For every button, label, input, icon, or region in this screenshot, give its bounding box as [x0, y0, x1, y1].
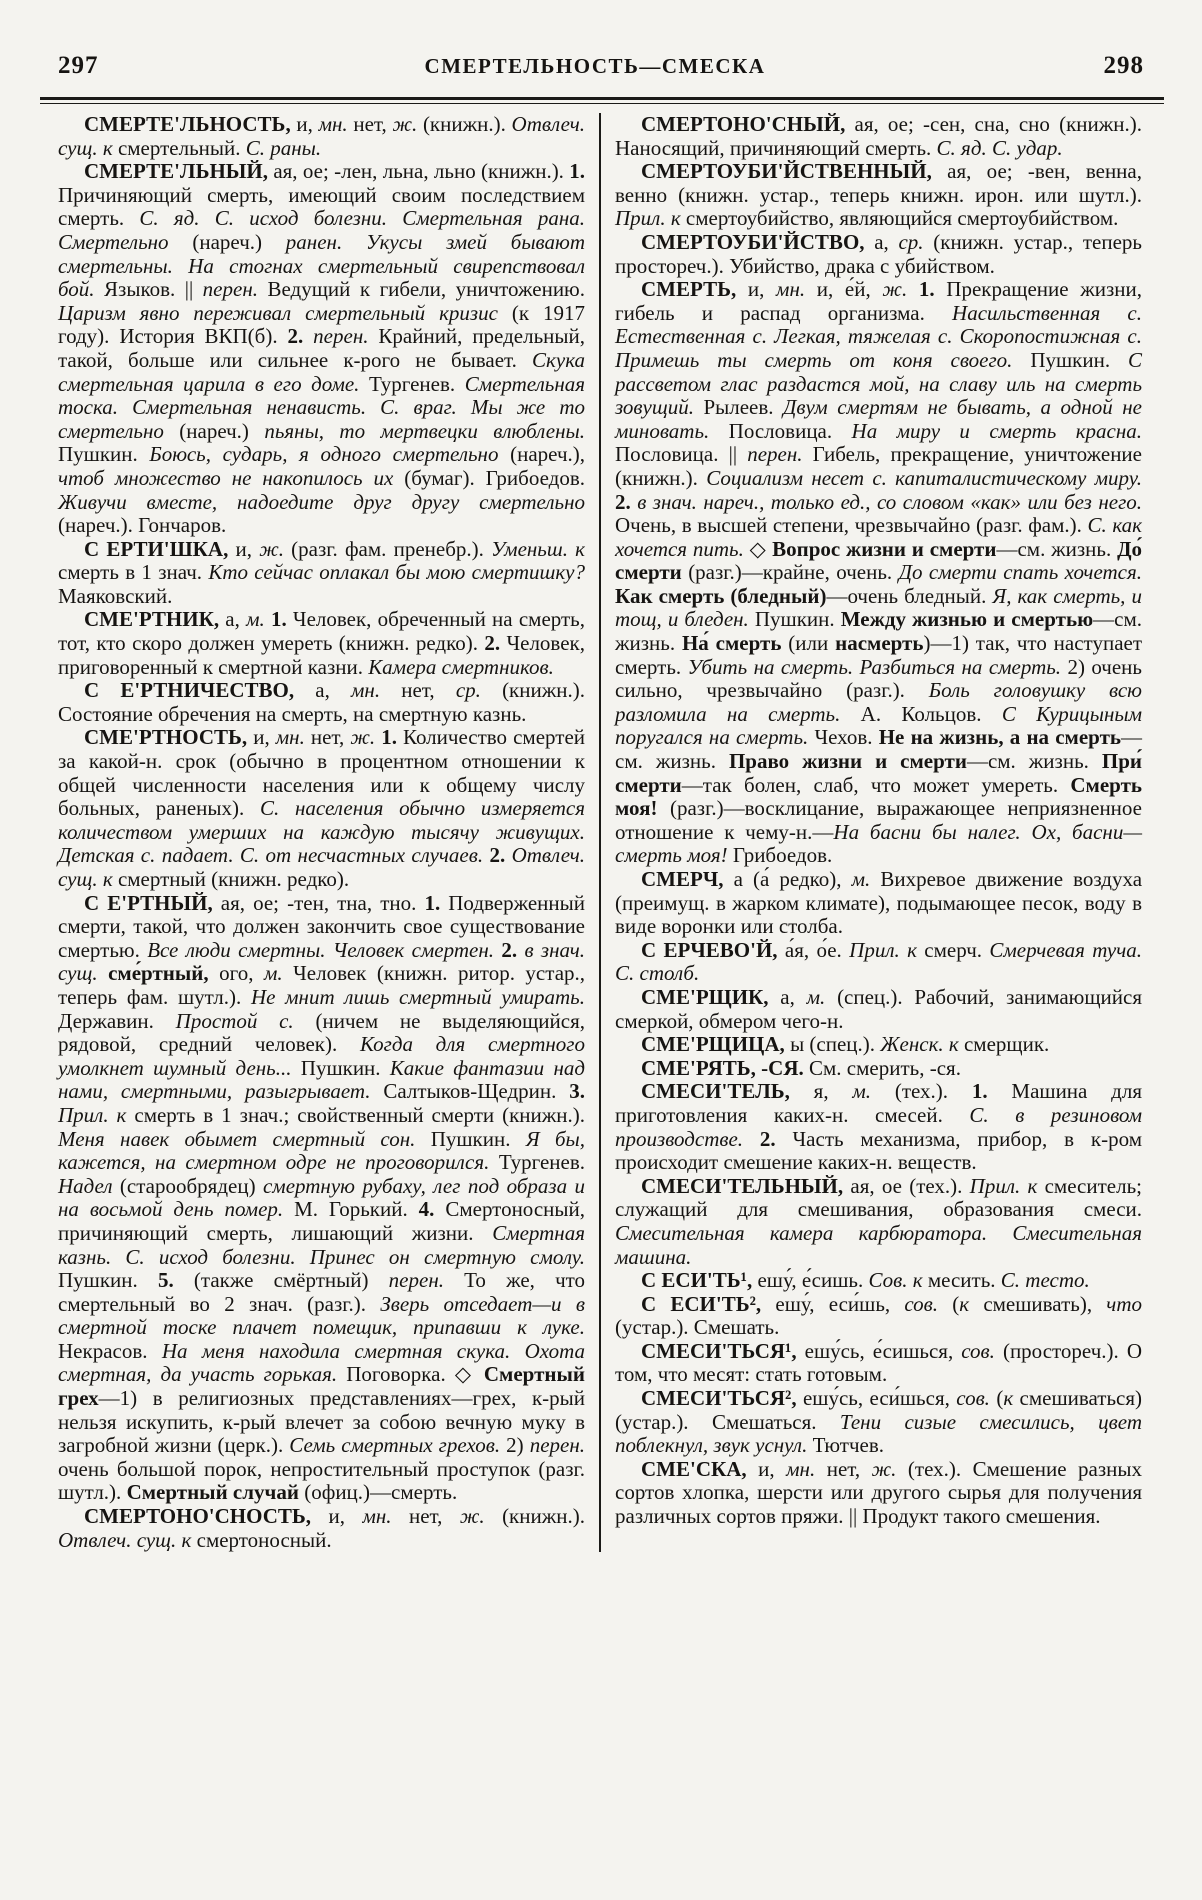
right-column — [615, 113, 1142, 1552]
running-head: СМЕРТЕЛЬНОСТЬ—СМЕСКА — [424, 54, 766, 78]
dictionary-entry: СМЕРТЬ, и, мн. и, е́й, ж. 1. Прекращение жизни, гибель и распад организма. Насильственная с. Естественная с. Легкая, тяжелая с. Скоропостижная с. Примешь ты смерть от коня своего. Пушкин. С рассветом глас раздастся мой, на славу иль на смерть зовущий. Рылеев. Двум смертям не бывать, а одной не миновать. Пословица. На миру и смерть красна. Пословица. || перен. Гибель, прекращение, уничтожение (книжн.). Социализм несет с. капиталистическому миру. 2. в знач. нареч., только ед., со словом «как» или без него. Очень, в высшей степени, чрезвычайно (разг. фам.). С. как хочется пить. ◇ Вопрос жизни и смерти—см. жизнь. До́ смерти (разг.)—крайне, очень. До смерти спать хочется. Как смерть (бледный)—очень бледный. Я, как смерть, и тощ, и бледен. Пушкин. Между жизнью и смертью—см. жизнь. На́ смерть (или насмерть)—1) так, что наступает смерть. Убить на смерть. Разбиться на смерть. 2) очень сильно, чрезвычайно (разг.). Боль головушку всю разломила на смерть. А. Кольцов. С Курицыным поругался на смерть. Чехов. Не на жизнь, а на смерть—см. жизнь. Право жизни и смерти—см. жизнь. При́ смерти—так болен, слаб, что может умереть. Смерть моя! (разг.)—восклицание, выражающее неприязненное отношение к чему-н.—На басни бы налег. Ох, басни—смерть моя! Грибоедов. — [615, 277, 1143, 868]
dictionary-entry: СМЕРТОНО'СНОСТЬ, и, мн. нет, ж. (книжн.). Отвлеч. сущ. к смертоносный. — [58, 1504, 585, 1552]
page-number-left: 297 — [58, 52, 99, 79]
dictionary-entry: СМЕСИ'ТЬСЯ¹, ешу́сь, е́сишься, сов. (простореч.). О том, что месят: стать готовым. — [615, 1338, 1142, 1387]
dictionary-entry: С Е'РТНЫЙ, ая, ое; -тен, тна, тно. 1. Подверженный смерти, такой, что должен закончить свое существование смертью. Все люди смертны. Человек смертен. 2. в знач. сущ. сме́ртный, ого, м. Человек (книжн. ритор. устар., теперь фам. шутл.). Не мнит лишь смертный умирать. Державин. Простой с. (ничем не выделяющийся, рядовой, средний человек). Когда для смертного умолкнет шумный день... Пушкин. Какие фантазии над нами, смертными, разыгрывает. Салтыков-Щедрин. 3. Прил. к смерть в 1 знач.; свойственный смерти (книжн.). Меня навек обымет смертный сон. Пушкин. Я бы, кажется, на смертном одре не проговорился. Тургенев. Надел (старообрядец) смертную рубаху, лег под образа и на восьмой день помер. М. Горький. 4. Смертоносный, причиняющий смерть, лишающий жизни. Смертная казнь. С. исход болезни. Принес он смертную смолу. Пушкин. 5. (также смёртный) перен. То же, что смертельный во 2 знач. (разг.). Зверь отседает—и в смертной тоске плачет помещик, припавши к луке. Некрасов. На меня находила смертная скука. Охота смертная, да участь горькая. Поговорка. ◇ Смертный грех—1) в религиозных представлениях—грех, к-рый нельзя искупить, к-рый влечет за собою вечную муку в загробной жизни (церк.). Семь смертных грехов. 2) перен. очень большой порок, непростительный проступок (разг. шутл.). Смертный случай (офиц.)—смерть. — [58, 890, 586, 1505]
dictionary-entry: СМЕРТОУБИ'ЙСТВЕННЫЙ, ая, ое; -вен, венна, венно (книжн. устар., теперь книжн. ирон. или шутл.). Прил. к смертоубийство, являющийся смертоубийством. — [615, 159, 1142, 231]
dictionary-entry: СМЕРТЕ'ЛЬНОСТЬ, и, мн. нет, ж. (книжн.). Отвлеч. сущ. к смертельный. С. раны. — [58, 112, 585, 160]
page-header — [58, 52, 1144, 80]
header-rule — [40, 97, 1164, 104]
dictionary-entry: СМЕ'СКА, и, мн. нет, ж. (тех.). Смешение разных сортов хлопка, шерсти или другого сырья для получения различных сортов пряжи. || Продукт такого смешения. — [615, 1456, 1142, 1529]
left-column — [58, 113, 585, 1552]
dictionary-entry: СМЕРТОНО'СНЫЙ, ая, ое; -сен, сна, сно (книжн.). Наносящий, причиняющий смерть. С. яд. С. удар. — [615, 112, 1143, 160]
dictionary-entry: С ЕРТИ'ШКА, и, ж. (разг. фам. пренебр.). Уменьш. к смерть в 1 знач. Кто сейчас оплакал бы мою смертишку? Маяковский. — [58, 536, 585, 608]
dictionary-entry: СМЕ'РЩИЦА, ы (спец.). Женск. к смерщик. — [641, 1032, 1050, 1057]
dictionary-entry: СМЕ'РТНИК, а, м. 1. Человек, обреченный на смерть, тот, кто скоро должен умереть (книжн. редко). 2. Человек, приговоренный к смертной казни. Камера смертников. — [58, 607, 585, 679]
page-number-right: 298 — [1103, 52, 1144, 79]
dictionary-entry: СМЕСИ'ТЕЛЬ, я, м. (тех.). 1. Машина для приготовления каких-н. смесей. С. в резиновом производстве. 2. Часть механизма, прибор, в к-ром происходит смешение каких-н. веществ. — [615, 1079, 1143, 1175]
dictionary-entry: СМЕ'РЯТЬ, -СЯ. См. смерить, -ся. — [641, 1055, 961, 1080]
dictionary-entry: СМЕ'РТНОСТЬ, и, мн. нет, ж. 1. Количество смертей за какой-н. срок (обычно в процентном отношении к общей численности населения или к общему числу больных, раненых). С. населения обычно измеряется количеством умерших на каждую тысячу живущих. Детская с. падает. С. от несчастных случаев. 2. Отвлеч. сущ. к смертный (книжн. редко). — [58, 725, 586, 891]
dictionary-entry: С Е'РТНИЧЕСТВО, а, мн. нет, ср. (книжн.). Состояние обречения на смерть, на смертную казнь. — [58, 678, 585, 726]
dictionary-entry: С ЕСИ'ТЬ¹, ешу́, е́сишь. Сов. к месить. С. тесто. — [641, 1268, 1090, 1293]
dictionary-entry: СМЕРТЕ'ЛЬНЫЙ, ая, ое; -лен, льна, льно (книжн.). 1. Причиняющий смерть, имеющий своим последствием смерть. С. яд. С. исход болезни. Смертельная рана. Смертельно (нареч.) ранен. Укусы змей бывают смертельны. На стогнах смертельный свирепствовал бой. Языков. || перен. Ведущий к гибели, уничтожению. Царизм явно переживал смертельный кризис (к 1917 году). История ВКП(б). 2. перен. Крайний, предельный, такой, больше или сильнее к-рого не бывает. Скука смертельная царила в его доме. Тургенев. Смертельная тоска. Смертельная ненависть. С. враг. Мы же то смертельно (нареч.) пьяны, то мертвецки влюблены. Пушкин. Боюсь, сударь, я одного смертельно (нареч.), чтоб множество не накопилось их (бумаг). Грибоедов. Живучи вместе, надоедите друг другу смертельно (нареч.). Гончаров. — [58, 159, 586, 538]
text-columns — [58, 113, 1144, 1552]
dictionary-entry: СМЕСИ'ТЬСЯ², ешу́сь, еси́шься, сов. (к смешиваться) (устар.). Смешаться. Тени сизые смесились, цвет поблекнул, звук уснул. Тютчев. — [615, 1386, 1143, 1458]
dictionary-entry: С ЕРЧЕВО'Й, а́я, о́е. Прил. к смерч. Смерчевая туча. С. столб. — [615, 937, 1142, 986]
dictionary-entry: СМЕСИ'ТЕЛЬНЫЙ, ая, ое (тех.). Прил. к смеситель; служащий для смешивания, образования смеси. Смесительная камера карбюратора. Смесительная машина. — [615, 1173, 1142, 1269]
dictionary-entry: СМЕРТОУБИ'ЙСТВО, а, ср. (книжн. устар., теперь простореч.). Убийство, драка с убийством. — [615, 229, 1142, 278]
dictionary-entry: С ЕСИ'ТЬ², ешу́, еси́шь, сов. (к смешивать), что (устар.). Смешать. — [615, 1291, 1142, 1340]
dictionary-entry: СМЕ'РЩИК, а, м. (спец.). Рабочий, занимающийся смеркой, обмером чего-н. — [615, 984, 1142, 1033]
column-divider — [599, 113, 601, 1552]
dictionary-entry: СМЕРЧ, а (а́ редко), м. Вихревое движение воздуха (преимущ. в жарком климате), подымающее песок, воду в виде воронки или столба. — [615, 867, 1143, 939]
